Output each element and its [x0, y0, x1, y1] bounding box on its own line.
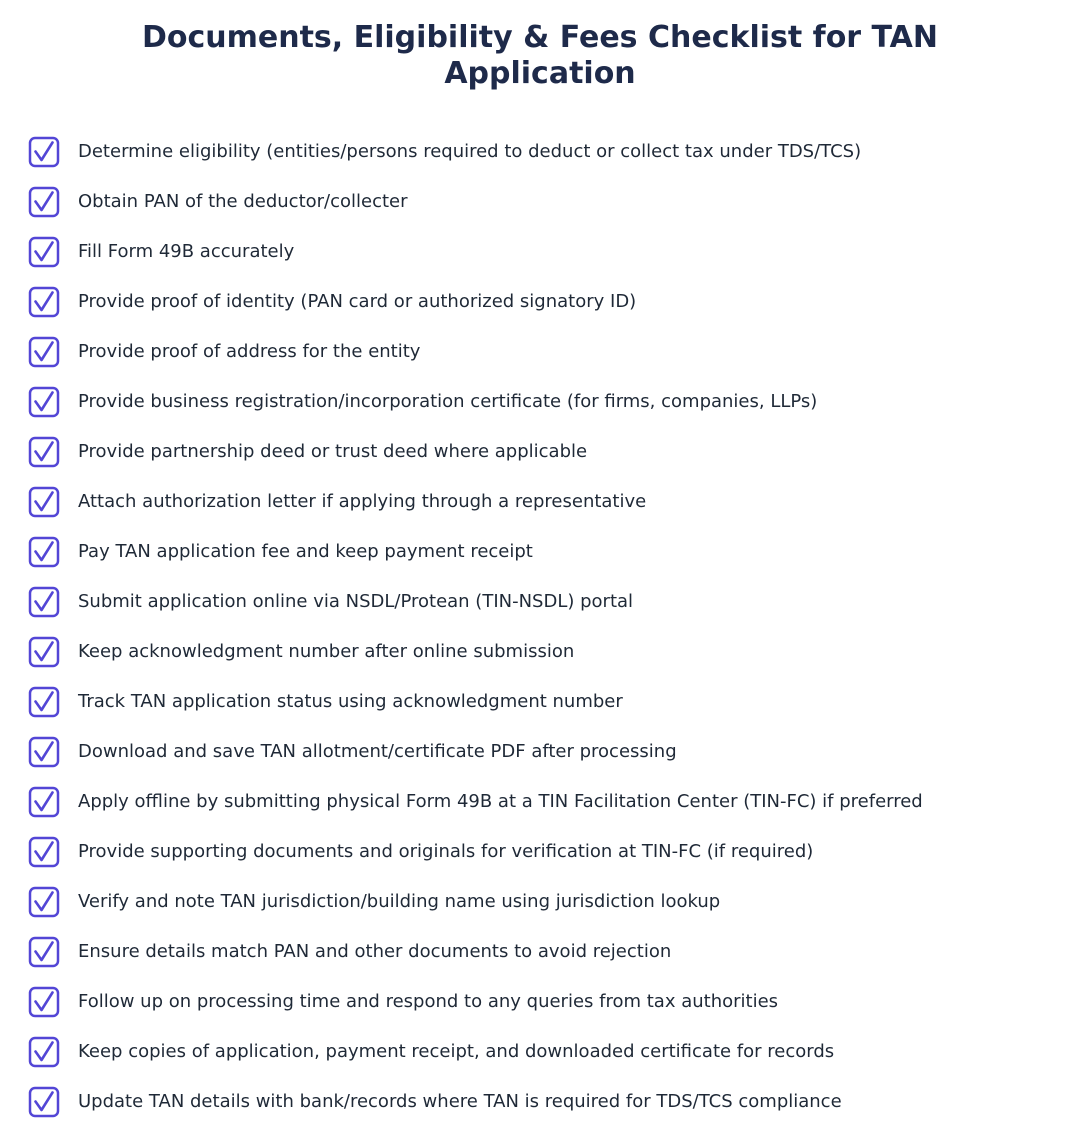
check-square-icon[interactable]	[28, 936, 60, 968]
checklist-item-label: Keep copies of application, payment receipt, and downloaded certificate for records	[78, 1041, 835, 1062]
check-square-icon[interactable]	[28, 186, 60, 218]
checklist-item	[0, 476, 1080, 526]
checklist-item	[0, 776, 1080, 826]
checklist-item-label: Follow up on processing time and respond to any queries from tax authorities	[78, 991, 779, 1012]
checklist-item	[0, 226, 1080, 276]
check-square-icon[interactable]	[28, 836, 60, 868]
check-square-icon[interactable]	[28, 986, 60, 1018]
check-square-icon[interactable]	[28, 536, 60, 568]
checklist	[0, 126, 1080, 1126]
check-square-icon[interactable]	[28, 136, 60, 168]
checklist-item-label: Pay TAN application fee and keep payment receipt	[78, 541, 533, 562]
checklist-item-label: Provide partnership deed or trust deed where applicable	[78, 441, 588, 462]
checklist-item-label: Provide supporting documents and originals for verification at TIN-FC (if required)	[78, 841, 814, 862]
checklist-item	[0, 926, 1080, 976]
checklist-item	[0, 576, 1080, 626]
checklist-item-label: Determine eligibility (entities/persons required to deduct or collect tax under TDS/TCS)	[78, 141, 862, 162]
checklist-item	[0, 726, 1080, 776]
checklist-item	[0, 126, 1080, 176]
checklist-item-label: Track TAN application status using acknowledgment number	[78, 691, 623, 712]
check-square-icon[interactable]	[28, 636, 60, 668]
check-square-icon[interactable]	[28, 386, 60, 418]
checklist-item-label: Verify and note TAN jurisdiction/building name using jurisdiction lookup	[78, 891, 721, 912]
checklist-item	[0, 976, 1080, 1026]
checklist-item	[0, 876, 1080, 926]
checklist-item	[0, 276, 1080, 326]
check-square-icon[interactable]	[28, 336, 60, 368]
checklist-item-label: Update TAN details with bank/records where TAN is required for TDS/TCS compliance	[78, 1091, 842, 1112]
checklist-item-label: Keep acknowledgment number after online submission	[78, 641, 575, 662]
check-square-icon[interactable]	[28, 1036, 60, 1068]
checklist-item-label: Provide proof of address for the entity	[78, 341, 421, 362]
checklist-item-label: Obtain PAN of the deductor/collecter	[78, 191, 408, 212]
checklist-item-label: Fill Form 49B accurately	[78, 241, 295, 262]
checklist-item-label: Ensure details match PAN and other documents to avoid rejection	[78, 941, 672, 962]
check-square-icon[interactable]	[28, 436, 60, 468]
check-square-icon[interactable]	[28, 886, 60, 918]
checklist-item	[0, 426, 1080, 476]
checklist-item	[0, 526, 1080, 576]
checklist-item-label: Download and save TAN allotment/certificate PDF after processing	[78, 741, 677, 762]
check-square-icon[interactable]	[28, 1086, 60, 1118]
checklist-item-label: Submit application online via NSDL/Protean (TIN-NSDL) portal	[78, 591, 634, 612]
checklist-item-label: Attach authorization letter if applying through a representative	[78, 491, 647, 512]
checklist-item	[0, 1076, 1080, 1126]
check-square-icon[interactable]	[28, 686, 60, 718]
check-square-icon[interactable]	[28, 736, 60, 768]
check-square-icon[interactable]	[28, 286, 60, 318]
check-square-icon[interactable]	[28, 586, 60, 618]
check-square-icon[interactable]	[28, 786, 60, 818]
checklist-item	[0, 326, 1080, 376]
checklist-item-label: Apply offline by submitting physical Form 49B at a TIN Facilitation Center (TIN-FC) if preferred	[78, 791, 923, 812]
checklist-item	[0, 676, 1080, 726]
checklist-item	[0, 1026, 1080, 1076]
checklist-item	[0, 826, 1080, 876]
checklist-item-label: Provide business registration/incorporation certificate (for firms, companies, LLPs)	[78, 391, 818, 412]
checklist-item-label: Provide proof of identity (PAN card or authorized signatory ID)	[78, 291, 637, 312]
checklist-item	[0, 376, 1080, 426]
page-title: Documents, Eligibility & Fees Checklist for TAN Application	[141, 20, 939, 91]
check-square-icon[interactable]	[28, 236, 60, 268]
checklist-item	[0, 176, 1080, 226]
checklist-item	[0, 626, 1080, 676]
check-square-icon[interactable]	[28, 486, 60, 518]
